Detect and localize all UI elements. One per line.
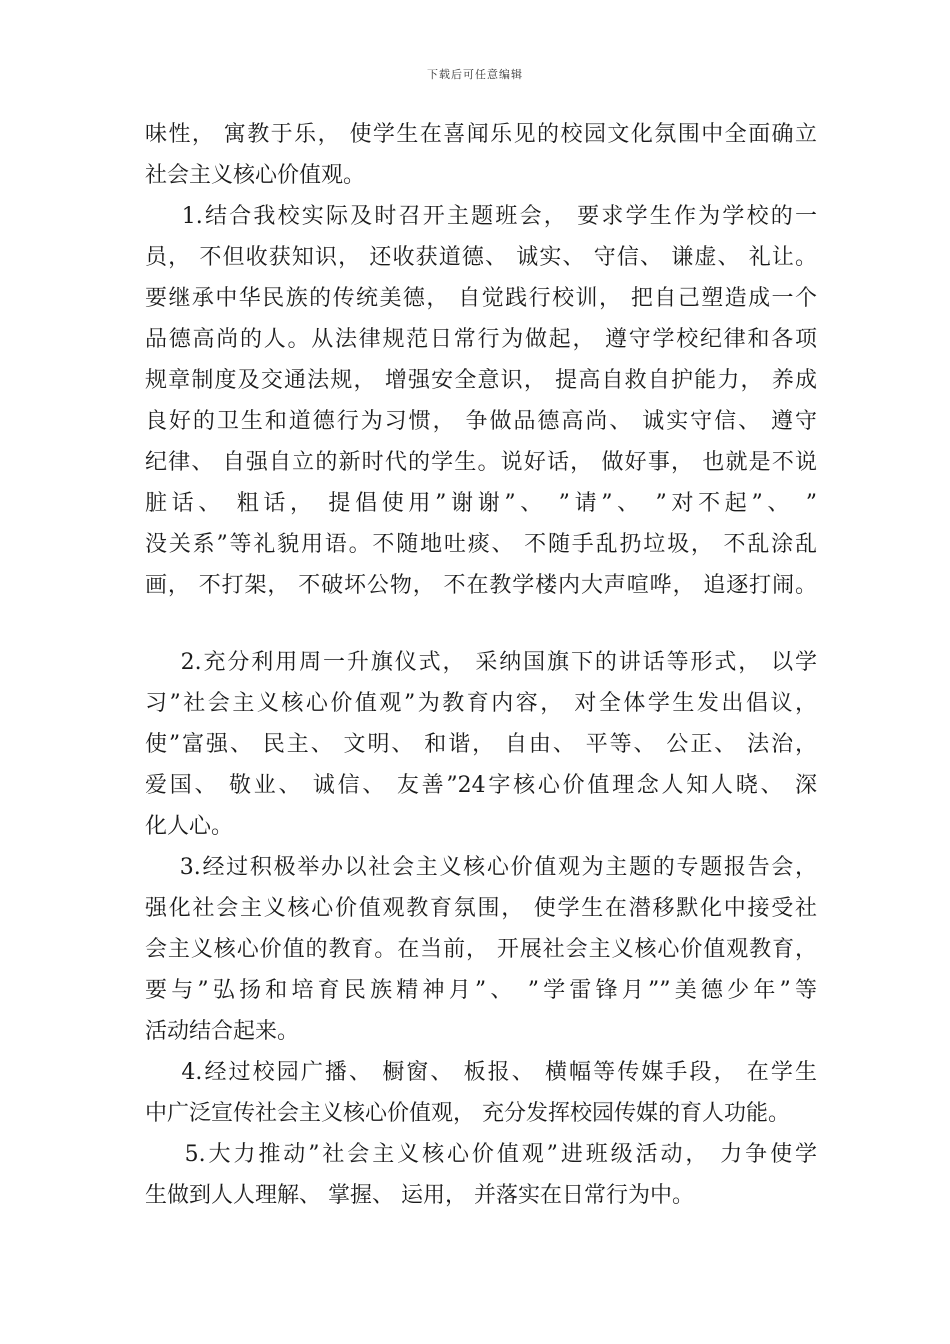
- paragraph-gap: [145, 606, 817, 642]
- text-line: 中广泛宣传社会主义核心价值观， 充分发挥校园传媒的育人功能。: [145, 1101, 790, 1126]
- page-header: 下载后可任意编辑: [427, 68, 523, 81]
- text-line: 社会主义核心价值观。: [145, 163, 366, 188]
- text-line: 味性， 寓教于乐， 使学生在喜闻乐见的校园文化氛围中全面确立: [145, 122, 817, 147]
- text-line: 规章制度及交通法规， 增强安全意识， 提高自救自护能力， 养成: [145, 368, 817, 393]
- text-line: 生做到人人理解、 掌握、 运用， 并落实在日常行为中。: [145, 1183, 694, 1208]
- text-line: 5.大力推动”社会主义核心价值观”进班级活动， 力争使学: [145, 1142, 817, 1167]
- text-line: 良好的卫生和道德行为习惯， 争做品德高尚、 诚实守信、 遵守: [145, 409, 817, 434]
- text-line: 画， 不打架， 不破坏公物， 不在教学楼内大声喧哗， 追逐打闹。: [145, 573, 817, 598]
- text-line: 强化社会主义核心价值观教育氛围， 使学生在潜移默化中接受社: [145, 896, 817, 921]
- document-body: [145, 114, 817, 1216]
- text-line: 习”社会主义核心价值观”为教育内容， 对全体学生发出倡议，: [145, 691, 817, 716]
- text-line: 化人心。: [145, 814, 234, 839]
- text-line: 1.结合我校实际及时召开主题班会， 要求学生作为学校的一: [145, 204, 817, 229]
- text-line: 爱国、 敬业、 诚信、 友善”24字核心价值理念人知人晓、 深: [145, 773, 817, 798]
- text-line: 要继承中华民族的传统美德， 自觉践行校训， 把自己塑造成一个: [145, 286, 817, 311]
- text-line: 活动结合起来。: [145, 1019, 300, 1044]
- text-line: 要与”弘扬和培育民族精神月”、 ”学雷锋月””美德少年”等: [145, 978, 817, 1003]
- text-line: 3.经过积极举办以社会主义核心价值观为主题的专题报告会，: [145, 855, 817, 880]
- text-line: 使”富强、 民主、 文明、 和谐， 自由、 平等、 公正、 法治，: [145, 732, 817, 757]
- text-line: 纪律、 自强自立的新时代的学生。说好话， 做好事， 也就是不说: [145, 450, 817, 475]
- text-line: 员， 不但收获知识， 还收获道德、 诚实、 守信、 谦虚、 礼让。: [145, 245, 817, 270]
- text-line: 4.经过校园广播、 橱窗、 板报、 横幅等传媒手段， 在学生: [145, 1060, 817, 1085]
- text-line: 会主义核心价值的教育。在当前， 开展社会主义核心价值观教育，: [145, 937, 817, 962]
- text-line: 品德高尚的人。从法律规范日常行为做起， 遵守学校纪律和各项: [145, 327, 817, 352]
- text-line: 脏话、 粗话， 提倡使用”谢谢”、 ”请”、 ”对不起”、 ”: [145, 491, 817, 516]
- text-line: 2.充分利用周一升旗仪式， 采纳国旗下的讲话等形式， 以学: [145, 650, 817, 675]
- text-line: 没关系”等礼貌用语。不随地吐痰、 不随手乱扔垃圾， 不乱涂乱: [145, 532, 817, 557]
